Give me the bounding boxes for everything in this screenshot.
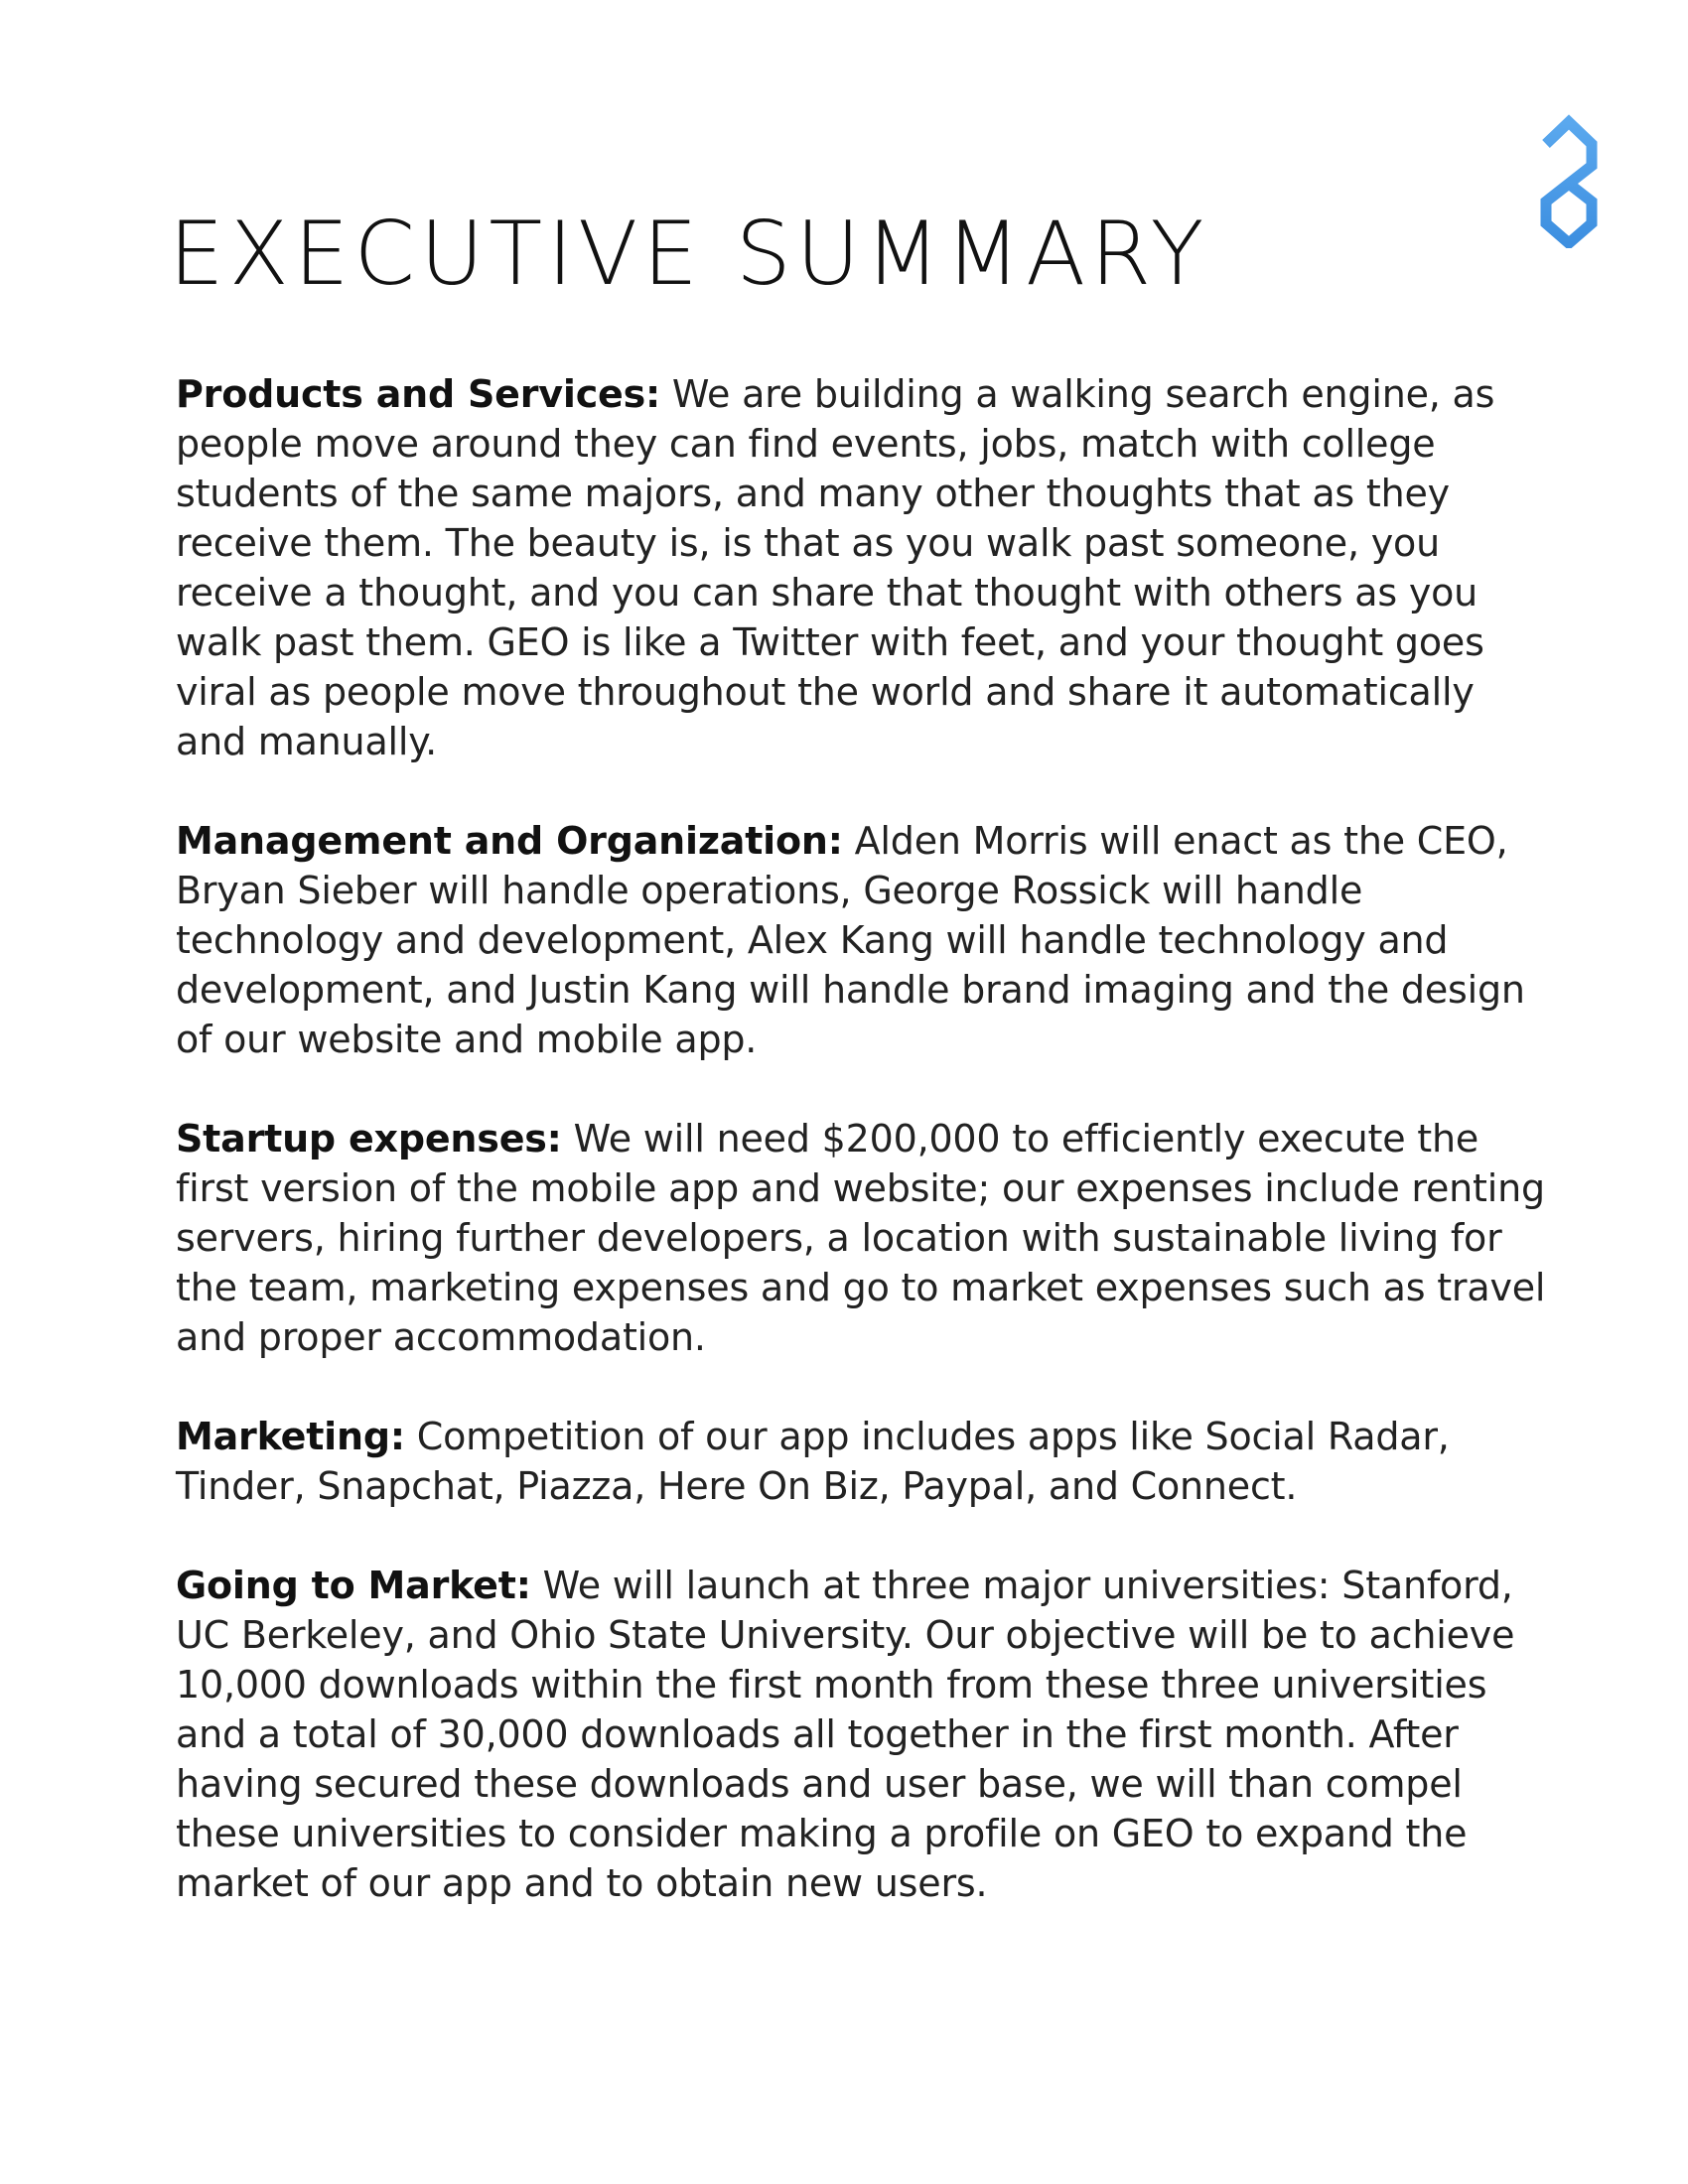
section-management-and-organization (176, 816, 1546, 1064)
section-heading: Marketing: (176, 1415, 405, 1458)
section-body: We will launch at three major universities: Stanford, UC Berkeley, and Ohio State University. Our objective will be to achieve 10,000 downloads within the first month from these three universities and a total of 30,000 downloads all together in the first month. After having secured these downloads and user base, we will than compel these universities to consider making a profile on GEO to expand the market of our app and to obtain new users. (176, 1564, 1515, 1905)
section-body: Alden Morris will enact as the CEO, Bryan Sieber will handle operations, George Rossick will handle technology and development, Alex Kang will handle technology and development, and Justin Kang will handle brand imaging and the design of our website and mobile app. (176, 819, 1525, 1061)
section-body: We are building a walking search engine, as people move around they can find events, jobs, match with college students of the same majors, and many other thoughts that as they receive them. The beauty is, is that as you walk past someone, you receive a thought, and you can share that thought with others as you walk past them. GEO is like a Twitter with feet, and your thought goes viral as people move throughout the world and share it automatically and manually. (176, 372, 1495, 763)
section-body: Competition of our app includes apps like Social Radar, Tinder, Snapchat, Piazza, Here On Biz, Paypal, and Connect. (176, 1415, 1450, 1508)
section-going-to-market (176, 1561, 1546, 1908)
section-products-and-services (176, 369, 1546, 766)
section-heading: Products and Services: (176, 372, 661, 416)
section-startup-expenses (176, 1114, 1546, 1362)
section-marketing (176, 1412, 1546, 1511)
section-heading: Going to Market: (176, 1564, 531, 1607)
section-heading: Startup expenses: (176, 1117, 562, 1160)
page-title: EXECUTIVE SUMMARY (169, 203, 1209, 305)
summary-content (176, 369, 1546, 1958)
section-heading: Management and Organization: (176, 819, 843, 863)
geo-logo-icon (1534, 114, 1604, 248)
section-body: We will need $200,000 to efficiently execute the first version of the mobile app and website; our expenses include renting servers, hiring further developers, a location with sustainable living for the team, marketing expenses and go to market expenses such as travel and proper accommodation. (176, 1117, 1546, 1359)
